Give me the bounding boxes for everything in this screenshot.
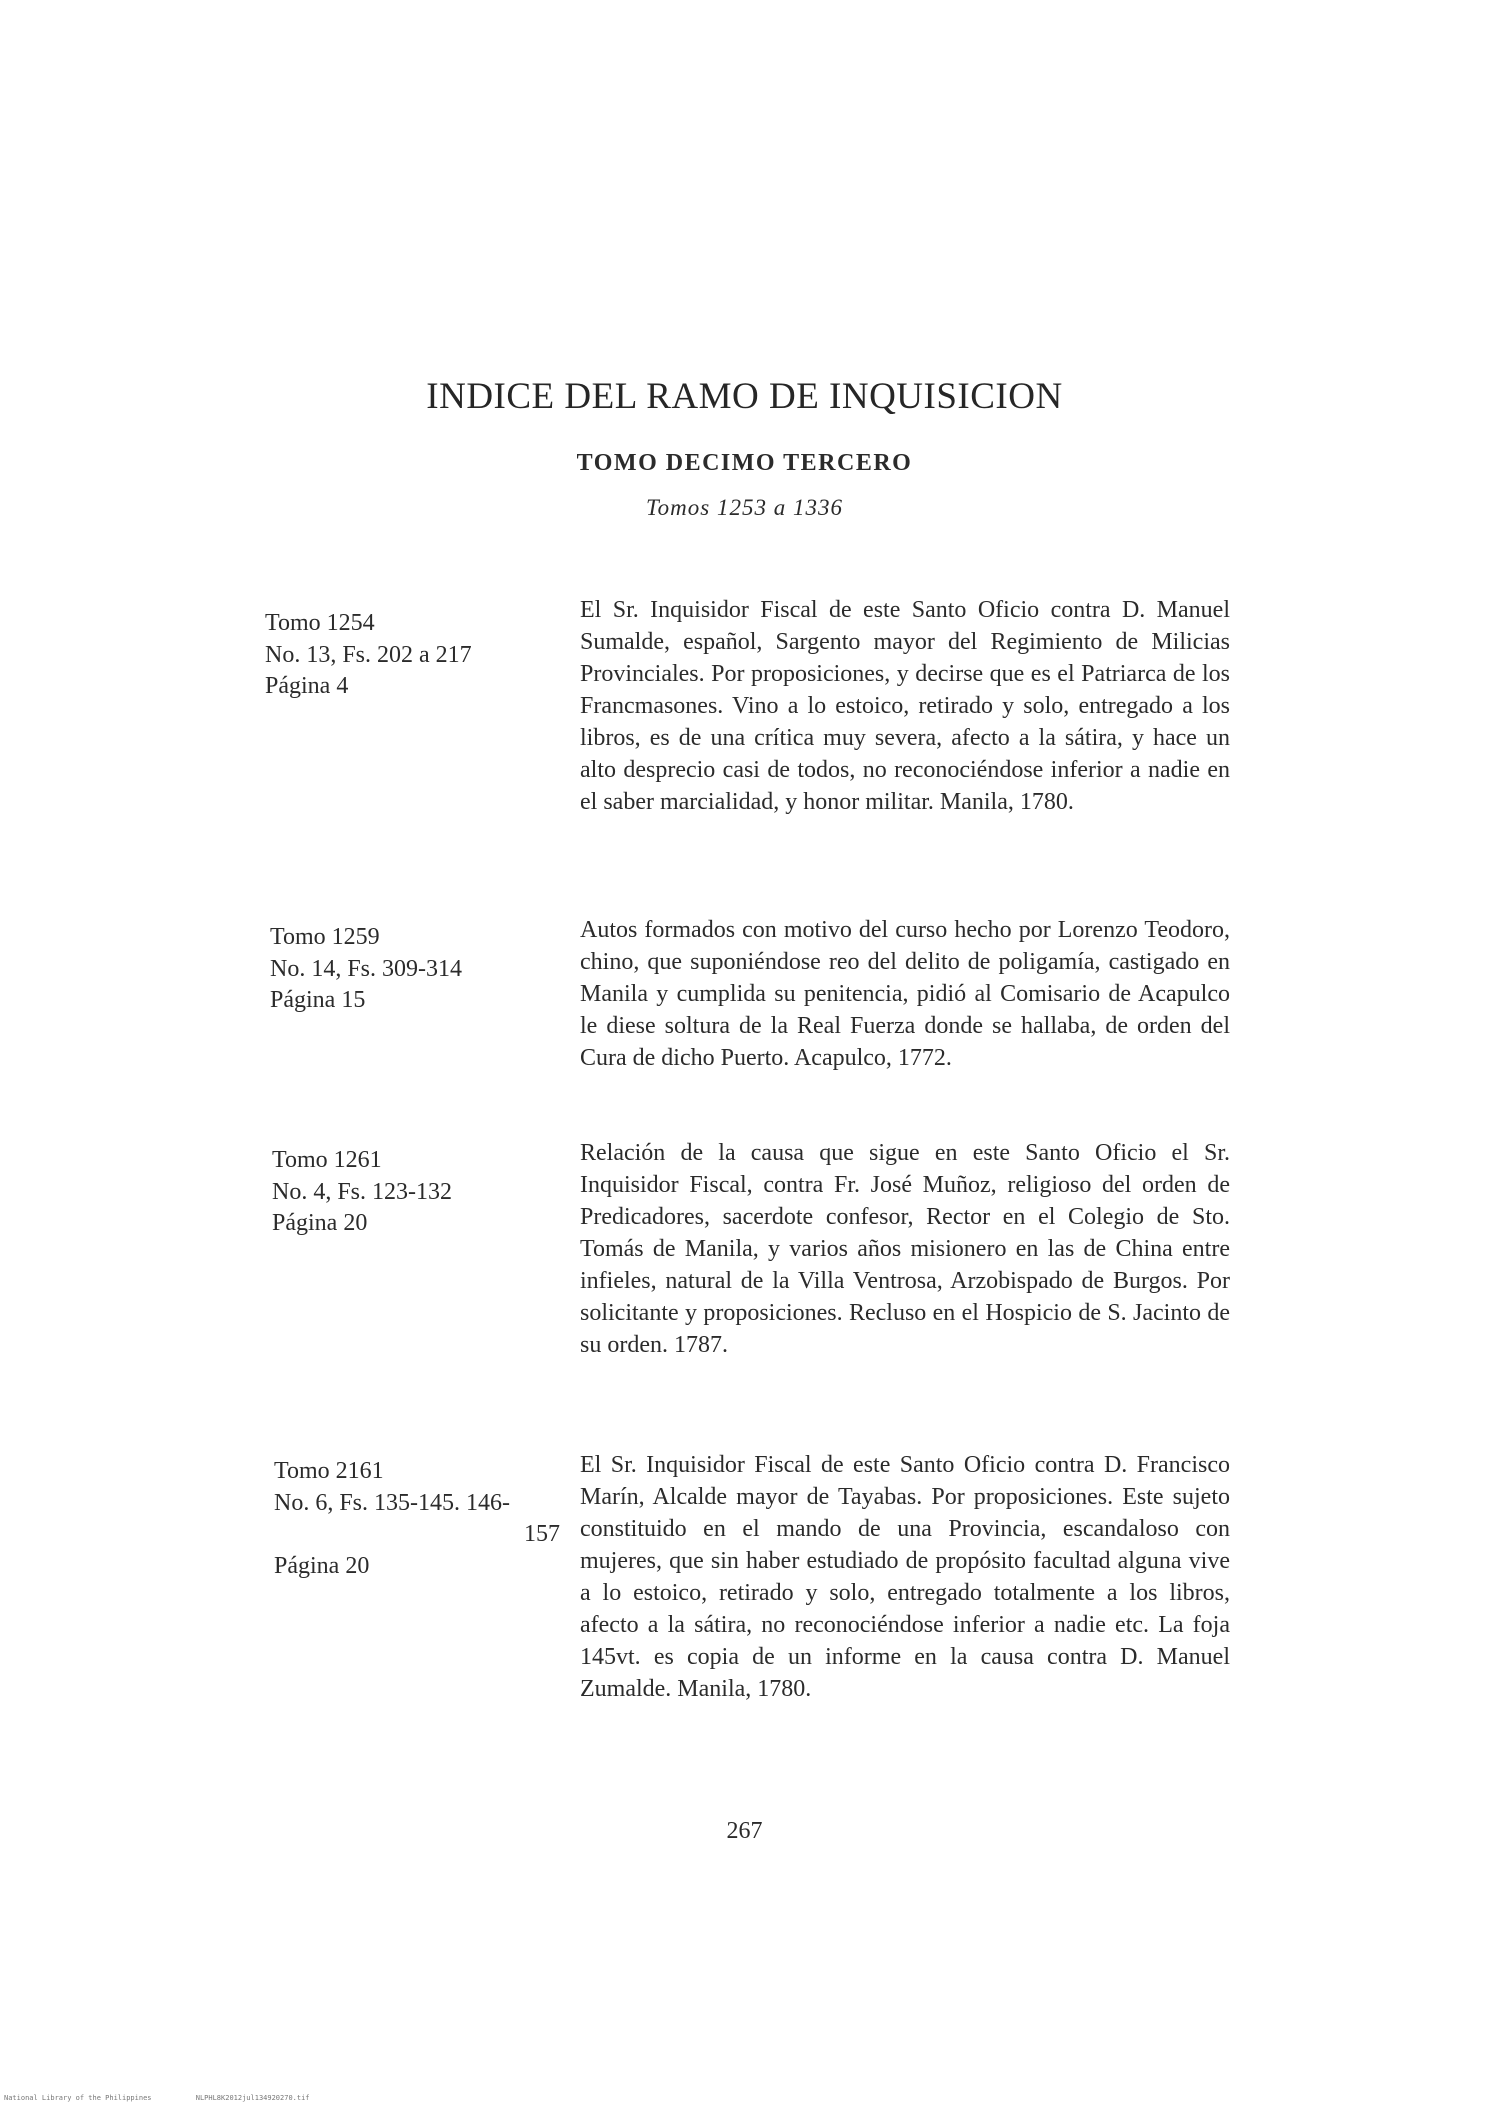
- folio-line: No. 13, Fs. 202 a 217: [265, 641, 472, 668]
- entry-description: El Sr. Inquisidor Fiscal de este Santo Oficio contra D. Francisco Marín, Alcalde mayor de Tayabas. Por proposiciones. Este sujeto constituido en el mando de una Provincia, escandaloso con mujeres, que sin haber estudiado de propósito facultad alguna vive a lo estoico, retirado y solo, entregado totalmente a los libros, afecto a la sátira, no reconociéndose inferior a nadie etc. La foja 145vt. es copia de un informe en la causa contra D. Manuel Zumalde. Manila, 1780.: [580, 1452, 1230, 1702]
- footer-filename: NLPHL8K2012jul134920270.tif: [195, 2094, 310, 2102]
- tomo-line: Tomo 1261: [272, 1147, 382, 1173]
- page-number: 267: [726, 1818, 763, 1844]
- tomo-line: Tomo 1259: [270, 924, 380, 950]
- pagina-line: Página 20: [274, 1552, 370, 1579]
- entry-description: Autos formados con motivo del curso hecho por Lorenzo Teodoro, chino, que suponiéndose reo del delito de poligamía, castigado en Manila y cumplida su penitencia, pidió al Comisario de Acapulco le diese soltura de la Real Fuerza donde se hallaba, de orden del Cura de dicho Puerto. Acapulco, 1772.: [580, 917, 1230, 1071]
- entry-reference: [272, 1145, 572, 1240]
- entry-reference: [270, 922, 570, 1017]
- volume-subtitle: TOMO DECIMO TERCERO: [576, 450, 913, 476]
- entry-description: Relación de la causa que sigue en este Santo Oficio el Sr. Inquisidor Fiscal, contra Fr. José Muñoz, religioso del orden de Predicadores, sacerdote confesor, Rector en el Colegio de Sto. Tomás de Manila, y varios años misionero en las de China entre infieles, natural de la Villa Ventrosa, Arzobispado de Burgos. Por solicitante y proposiciones. Recluso en el Hospicio de S. Jacinto de su orden. 1787.: [580, 1140, 1230, 1358]
- entry-reference: [274, 1456, 560, 1582]
- folio-line: No. 4, Fs. 123-132: [272, 1178, 453, 1205]
- tomo-line: Tomo 2161: [274, 1458, 384, 1484]
- footer-library: National Library of the Philippines: [4, 2094, 152, 2102]
- scan-footer: [4, 2094, 350, 2102]
- entry-description: El Sr. Inquisidor Fiscal de este Santo Oficio contra D. Manuel Sumalde, español, Sargento mayor del Regimiento de Milicias Provinciales. Por proposiciones, y decirse que es el Patriarca de los Francmasones. Vino a lo estoico, retirado y solo, entregado a los libros, es de una crítica muy severa, afecto a la sátira, y hace un alto desprecio casi de todos, no reconociéndose inferior a nadie en el saber marcialidad, y honor militar. Manila, 1780.: [580, 597, 1230, 815]
- folio-continuation-line: 157: [524, 1521, 560, 1547]
- pagina-line: Página 20: [272, 1210, 368, 1236]
- folio-line: No. 14, Fs. 309-314: [270, 955, 463, 982]
- pagina-line: Página 15: [270, 987, 366, 1013]
- entry-reference: [265, 608, 565, 703]
- page-title: INDICE DEL RAMO DE INQUISICION: [426, 376, 1063, 417]
- folio-line: No. 6, Fs. 135-145. 146-: [274, 1489, 511, 1516]
- volume-range: Tomos 1253 a 1336: [646, 495, 843, 520]
- pagina-line: Página 4: [265, 673, 349, 699]
- tomo-line: Tomo 1254: [265, 610, 375, 636]
